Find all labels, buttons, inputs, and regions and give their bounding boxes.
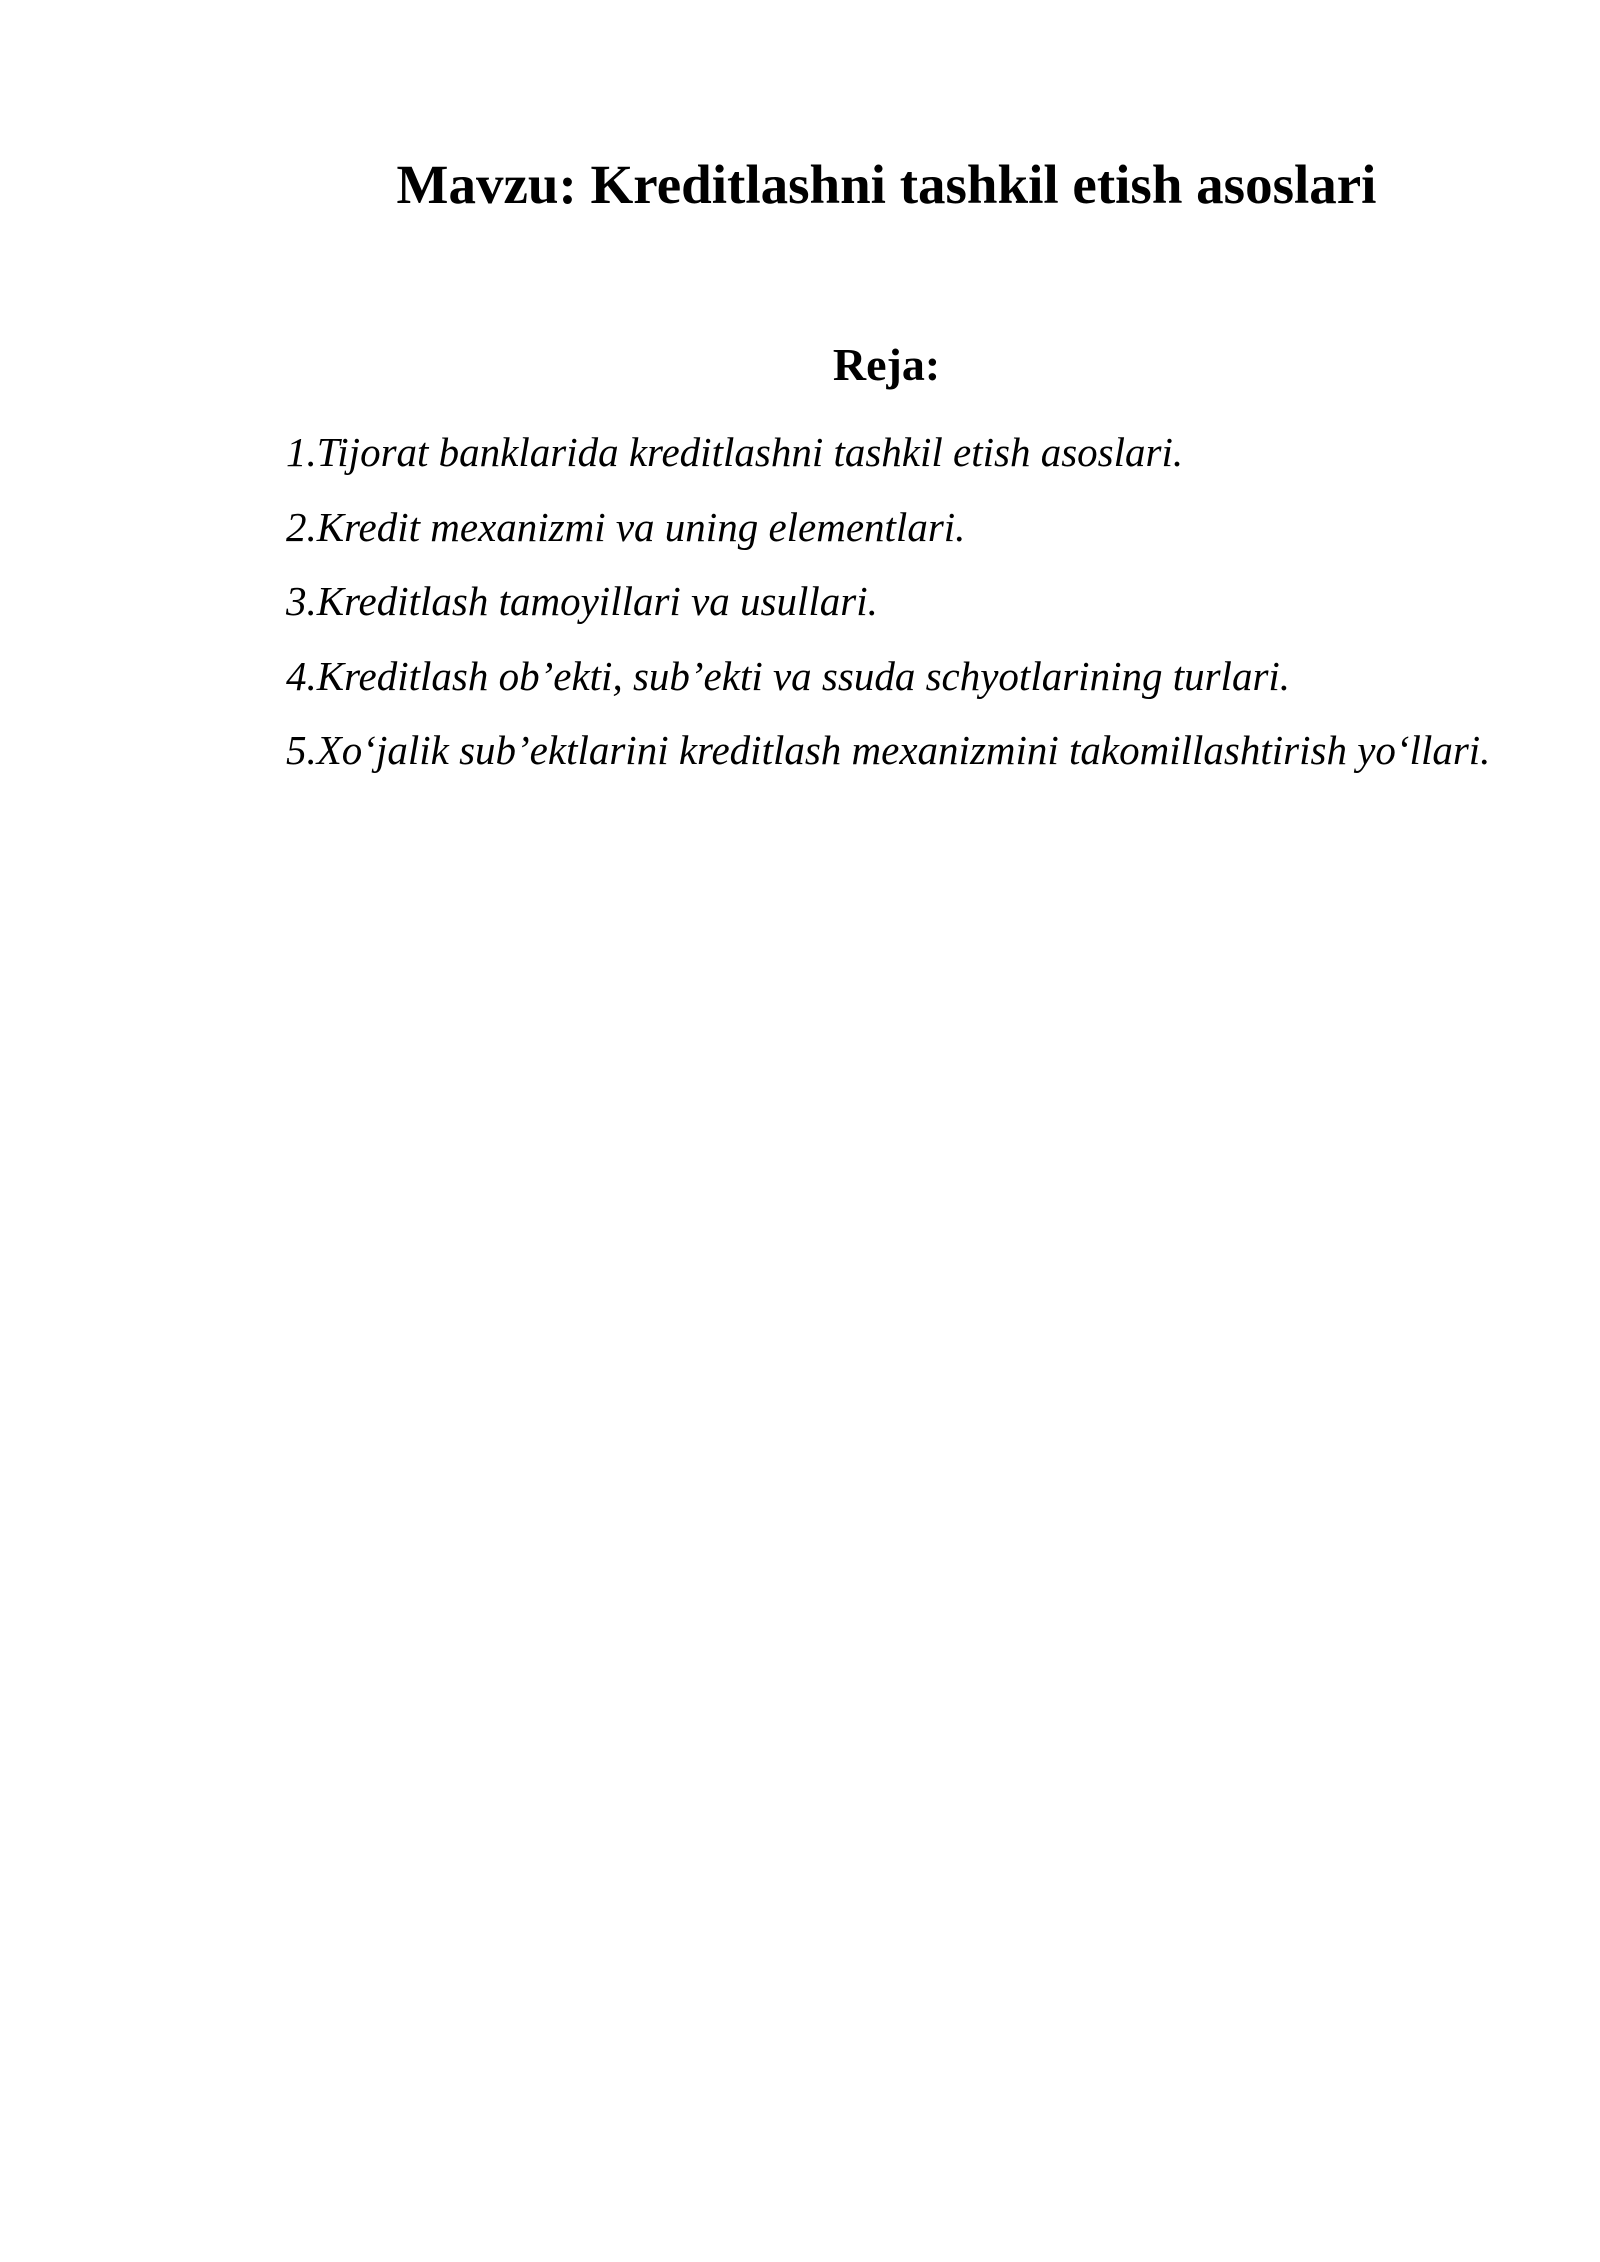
plan-item-4: 4.Kreditlash ob’ekti, sub’ekti va ssuda schyotlarining turlari. bbox=[286, 652, 1291, 699]
document-title: Mavzu: Kreditlashni tashkil etish asoslari bbox=[396, 154, 1377, 215]
plan-item-1: 1.Tijorat banklarida kreditlashni tashkil etish asoslari. bbox=[286, 429, 1184, 475]
plan-item-5: 5.Xo‘jalik sub’ektlarini kreditlash mexanizmini takomillashtirish yo‘llari. bbox=[286, 727, 1491, 773]
plan-item-3: 3.Kreditlash tamoyillari va usullari. bbox=[286, 578, 878, 624]
plan-item-2: 2.Kredit mexanizmi va uning elementlari. bbox=[286, 503, 966, 550]
plan-heading: Reja: bbox=[832, 339, 941, 390]
plan-list bbox=[286, 415, 1493, 788]
